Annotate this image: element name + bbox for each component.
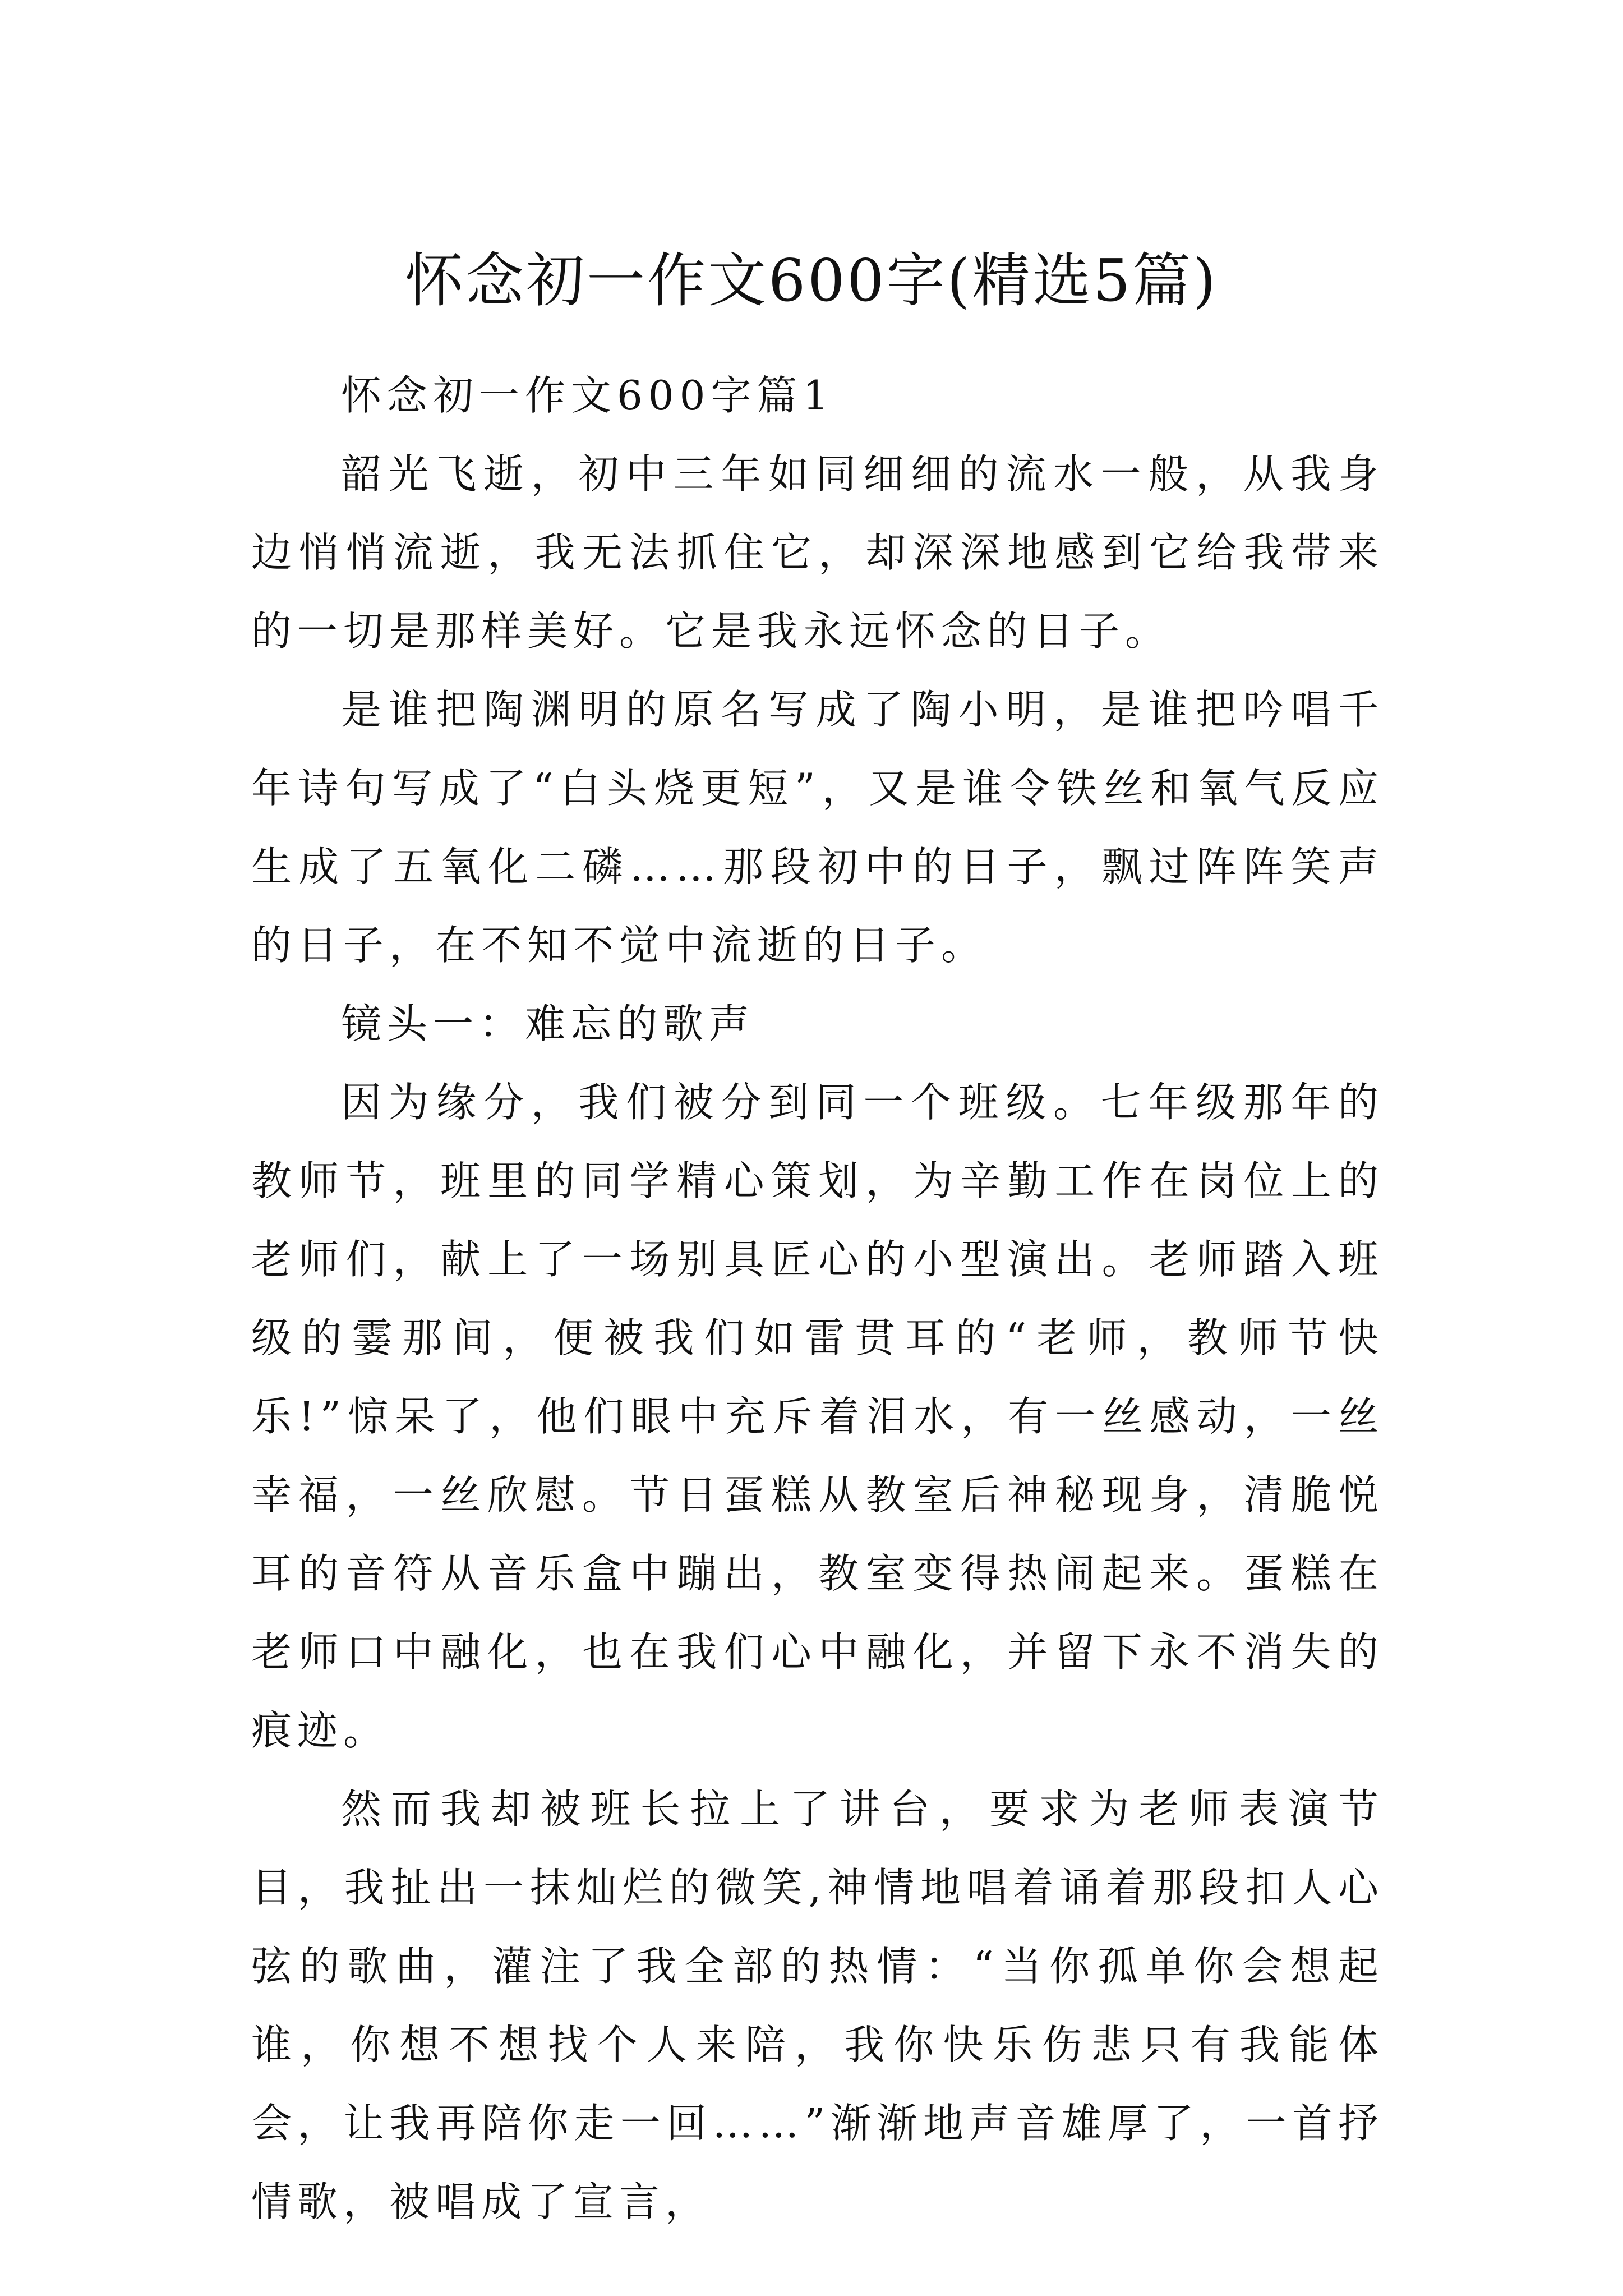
paragraph: 然而我却被班长拉上了讲台，要求为老师表演节目，我扯出一抹灿烂的微笑,神情地唱着诵着那段扣人心弦的歌曲，灌注了我全部的热情：“当你孤单你会想起谁，你想不想找个人来陪，我你快乐伤悲只有我能体会，让我再陪你走一回……”渐渐地声音雄厚了，一首抒情歌，被唱成了宣言， <box>251 1786 1384 2225</box>
subheading: 镜头一：难忘的歌声 <box>341 1000 755 1047</box>
document-body <box>251 356 1384 2241</box>
paragraph: 因为缘分，我们被分到同一个班级。七年级那年的教师节，班里的同学精心策划，为辛勤工作在岗位上的老师们，献上了一场别具匠心的小型演出。老师踏入班级的霎那间，便被我们如雷贯耳的“老师，教师节快乐!”惊呆了，他们眼中充斥着泪水，有一丝感动，一丝幸福，一丝欣慰。节日蛋糕从教室后神秘现身，清脆悦耳的音符从音乐盒中蹦出，教室变得热闹起来。蛋糕在老师口中融化，也在我们心中融化，并留下永不消失的痕迹。 <box>251 1079 1384 1754</box>
paragraph: 韶光飞逝，初中三年如同细细的流水一般，从我身边悄悄流逝，我无法抓住它，却深深地感到它给我带来的一切是那样美好。它是我永远怀念的日子。 <box>251 450 1384 655</box>
section-heading-1: 怀念初一作文600字篇1 <box>341 372 834 419</box>
paragraph: 是谁把陶渊明的原名写成了陶小明，是谁把吟唱千年诗句写成了“白头烧更短”，又是谁令铁丝和氧气反应生成了五氧化二磷……那段初中的日子，飘过阵阵笑声的日子，在不知不觉中流逝的日子。 <box>251 686 1384 969</box>
document-title: 怀念初一作文600字(精选5篇) <box>405 246 1218 315</box>
